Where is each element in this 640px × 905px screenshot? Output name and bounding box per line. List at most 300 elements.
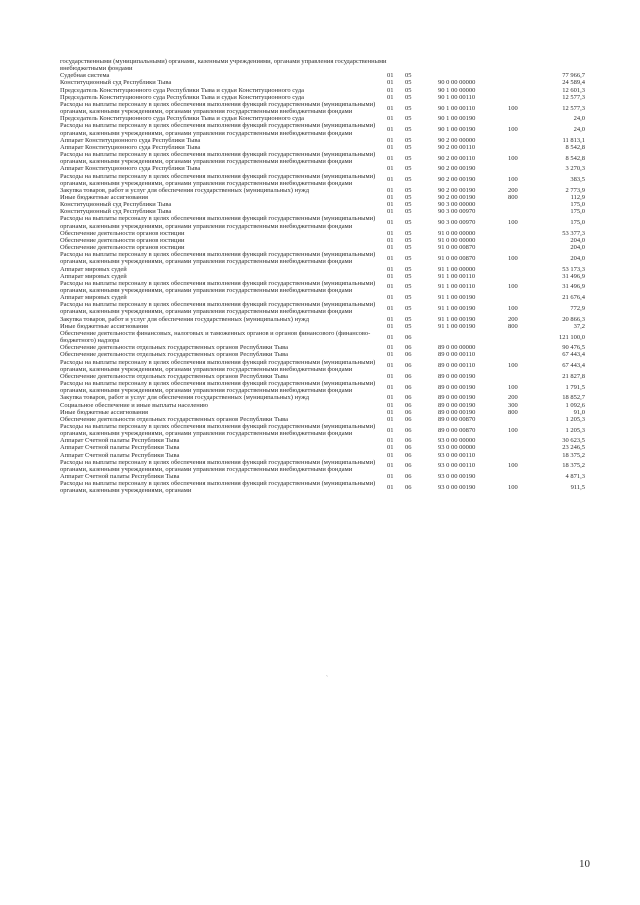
row-amount: 175,0: [570, 208, 585, 216]
row-name: Аппарат Счетной палаты Республики Тыва: [60, 444, 180, 452]
row-subsection: 06: [405, 426, 412, 434]
row-subsection: 05: [405, 79, 412, 87]
row-target-article: 90 2 00 00190: [438, 193, 476, 201]
row-name: Конституционный суд Республики Тыва: [60, 208, 172, 216]
row-name: государственными (муниципальными) органами, казенными учреждениями, органами управления государственными внебюджетными фондами: [60, 58, 387, 73]
row-section: 01: [387, 315, 394, 323]
row-subsection: 06: [405, 344, 412, 352]
row-section: 01: [387, 165, 394, 173]
table-row: [60, 122, 585, 136]
row-target-article: 91 1 00 00000: [438, 265, 476, 273]
row-expense-type: [508, 330, 545, 344]
row-expense-type: [508, 72, 545, 79]
row-target-article: 89 0 00 00110: [438, 362, 476, 370]
row-target-article: 93 0 00 00110: [438, 451, 476, 459]
row-name: Расходы на выплаты персоналу в целях обеспечения выполнения функций государственными (муниципальными) органами, казенными учреждениями, органами управления государственными внебюджетными фондами: [60, 251, 376, 266]
row-subsection: 05: [405, 125, 412, 133]
row-section: 01: [387, 201, 394, 209]
table-row: [60, 359, 585, 373]
table-row: [60, 237, 585, 244]
row-name: Обеспечение деятельности органов юстиции: [60, 229, 185, 237]
row-expense-type: 100: [508, 104, 518, 112]
row-name: Председатель Конституционного суда Республики Тыва и судьи Конституционного суда: [60, 93, 305, 101]
row-target-article: 89 0 00 00870: [438, 426, 476, 434]
row-expense-type: 200: [508, 394, 518, 402]
row-target-article: 91 0 00 00870: [438, 254, 476, 262]
row-subsection: 06: [405, 408, 412, 416]
table-row: [60, 402, 585, 409]
row-section: 01: [387, 283, 394, 291]
row-amount: 90 476,5: [562, 344, 585, 352]
row-amount: 18 852,7: [562, 394, 585, 402]
row-expense-type: 100: [508, 283, 518, 291]
row-expense-type: [508, 230, 545, 237]
row-name: Аппарат Счетной палаты Республики Тыва: [60, 451, 180, 459]
row-amount: 1 092,6: [565, 401, 585, 409]
row-name: Иные бюджетные ассигнования: [60, 322, 149, 330]
row-name: Расходы на выплаты персоналу в целях обеспечения выполнения функций государственными (муниципальными) органами, казенными учреждениями, органами управления государственными внебюджетными фондами: [60, 380, 376, 395]
row-subsection: 06: [405, 383, 412, 391]
row-amount: 18 375,2: [562, 462, 585, 470]
row-expense-type: 200: [508, 186, 518, 194]
row-name: Расходы на выплаты персоналу в целях обеспечения выполнения функций государственными (муниципальными) органами, казенными учреждениями, органами управления государственными внебюджетными фондами: [60, 122, 376, 137]
row-subsection: 05: [405, 272, 412, 280]
row-expense-type: 100: [508, 176, 518, 184]
table-row: [60, 437, 585, 444]
row-amount: 8 542,8: [565, 154, 585, 162]
row-target-article: [438, 330, 508, 344]
row-target-article: 89 0 00 00190: [438, 383, 476, 391]
row-name: Аппарат мировых судей: [60, 272, 127, 280]
row-name: Расходы на выплаты персоналу в целях обеспечения выполнения функций государственными (муниципальными) органами, казенными учреждениями, органами управления государственными внебюджетными фондами: [60, 301, 376, 316]
row-amount: 67 443,4: [562, 351, 585, 359]
table-row: [60, 194, 585, 201]
row-expense-type: [508, 344, 545, 351]
row-amount: 21 676,4: [562, 294, 585, 302]
row-expense-type: [508, 473, 545, 480]
row-amount: 24,0: [573, 115, 585, 123]
row-section: 01: [387, 473, 394, 481]
row-section: [387, 58, 405, 72]
row-amount: 67 443,4: [562, 362, 585, 370]
table-row: [60, 165, 585, 172]
row-subsection: 05: [405, 86, 412, 94]
row-section: 01: [387, 408, 394, 416]
table-row: [60, 294, 585, 301]
row-target-article: 93 0 00 00000: [438, 444, 476, 452]
table-row: [60, 316, 585, 323]
row-target-article: [438, 72, 508, 79]
row-name: Расходы на выплаты персоналу в целях обеспечения выполнения функций государственными (муниципальными) органами, казенными учреждениями, органами управления государственными внебюджетными фондами: [60, 151, 376, 166]
row-section: 01: [387, 344, 394, 352]
row-section: 01: [387, 462, 394, 470]
row-subsection: 05: [405, 244, 412, 252]
row-section: 01: [387, 143, 394, 151]
row-target-article: 91 1 00 00110: [438, 283, 476, 291]
row-expense-type: [508, 115, 545, 122]
row-name: Конституционный суд Республики Тыва: [60, 79, 172, 87]
row-subsection: 05: [405, 104, 412, 112]
row-subsection: 05: [405, 219, 412, 227]
row-amount: 383,5: [570, 176, 585, 184]
row-subsection: [405, 58, 438, 72]
row-section: 01: [387, 304, 394, 312]
row-target-article: 89 0 00 00190: [438, 394, 476, 402]
row-name: Расходы на выплаты персоналу в целях обеспечения выполнения функций государственными (муниципальными) органами, казенными учреждениями, органами управления государственными внебюджетными фондами: [60, 279, 376, 294]
row-section: 01: [387, 79, 394, 87]
row-amount: 772,9: [570, 304, 585, 312]
row-section: 01: [387, 394, 394, 402]
row-section: 01: [387, 186, 394, 194]
table-row: [60, 280, 585, 294]
table-row: [60, 416, 585, 423]
row-expense-type: [508, 237, 545, 244]
row-subsection: 05: [405, 93, 412, 101]
row-amount: 204,0: [570, 236, 585, 244]
row-section: 01: [387, 444, 394, 452]
row-expense-type: 800: [508, 322, 518, 330]
row-expense-type: [508, 266, 545, 273]
row-amount: 175,0: [570, 219, 585, 227]
row-subsection: 05: [405, 236, 412, 244]
row-expense-type: 100: [508, 219, 518, 227]
row-name: Обеспечение деятельности отдельных государственных органов Республики Тыва: [60, 351, 288, 359]
row-target-article: 90 3 00 00970: [438, 219, 476, 227]
table-row: [60, 215, 585, 229]
row-section: 01: [387, 104, 394, 112]
row-amount: 21 827,8: [562, 372, 585, 380]
row-subsection: 05: [405, 115, 412, 123]
row-amount: 53 377,3: [562, 229, 585, 237]
row-name: Аппарат Конституционного суда Республики Тыва: [60, 136, 201, 144]
row-expense-type: 100: [508, 383, 518, 391]
row-name: Социальное обеспечение и иные выплаты населению: [60, 401, 209, 409]
row-subsection: 06: [405, 462, 412, 470]
row-target-article: 90 1 00 00000: [438, 86, 476, 94]
row-subsection: 05: [405, 208, 412, 216]
row-name: Закупка товаров, работ и услуг для обеспечения государственных (муниципальных) нужд: [60, 394, 310, 402]
row-name: Аппарат мировых судей: [60, 265, 127, 273]
row-target-article: 90 1 00 00190: [438, 115, 476, 123]
row-amount: 37,2: [573, 322, 585, 330]
table-row: [60, 480, 585, 494]
budget-table-body: [60, 58, 585, 495]
row-expense-type: [508, 165, 545, 172]
table-row: [60, 201, 585, 208]
row-name: Аппарат Счетной палаты Республики Тыва: [60, 473, 180, 481]
row-amount: 31 496,9: [562, 283, 585, 291]
row-expense-type: 100: [508, 254, 518, 262]
row-subsection: 06: [405, 444, 412, 452]
row-section: 01: [387, 362, 394, 370]
row-expense-type: 100: [508, 362, 518, 370]
table-row: [60, 72, 585, 79]
table-row: [60, 58, 585, 72]
table-row: [60, 444, 585, 451]
row-section: 01: [387, 437, 394, 445]
row-section: 01: [387, 176, 394, 184]
table-row: [60, 473, 585, 480]
row-subsection: 05: [405, 201, 412, 209]
row-amount: 12 601,3: [562, 86, 585, 94]
row-amount: 204,0: [570, 244, 585, 252]
row-target-article: 90 1 00 00190: [438, 125, 476, 133]
row-target-article: 90 0 00 00000: [438, 79, 476, 87]
row-section: 01: [387, 236, 394, 244]
row-target-article: 93 0 00 00110: [438, 462, 476, 470]
row-subsection: 05: [405, 322, 412, 330]
row-section: 01: [387, 193, 394, 201]
row-section: 01: [387, 115, 394, 123]
row-name: Обеспечение деятельности отдельных государственных органов Республики Тыва: [60, 372, 288, 380]
row-subsection: 05: [405, 154, 412, 162]
table-row: [60, 452, 585, 459]
row-section: 01: [387, 426, 394, 434]
table-row: [60, 151, 585, 165]
row-section: 01: [387, 219, 394, 227]
table-row: [60, 409, 585, 416]
row-section: 01: [387, 272, 394, 280]
row-section: 01: [387, 93, 394, 101]
row-target-article: 90 2 00 00190: [438, 176, 476, 184]
row-amount: 3 270,3: [565, 165, 585, 173]
row-expense-type: [508, 373, 545, 380]
row-amount: 112,9: [570, 193, 585, 201]
row-section: 01: [387, 333, 394, 341]
row-section: 01: [387, 72, 394, 80]
table-row: [60, 101, 585, 115]
row-amount: 24 589,4: [562, 79, 585, 87]
row-amount: 175,0: [570, 201, 585, 209]
row-target-article: 91 1 00 00190: [438, 315, 476, 323]
row-amount: 1 791,5: [565, 383, 585, 391]
row-name: Расходы на выплаты персоналу в целях обеспечения выполнения функций государственными (муниципальными) органами, казенными учреждениями, органами управления государственными внебюджетными фондами: [60, 215, 376, 230]
table-row: [60, 344, 585, 351]
row-subsection: 05: [405, 304, 412, 312]
row-target-article: 90 2 00 00190: [438, 186, 476, 194]
row-target-article: 90 2 00 00110: [438, 143, 476, 151]
table-row: [60, 273, 585, 280]
table-row: [60, 373, 585, 380]
row-name: Обеспечение деятельности финансовых, налоговых и таможенных органов и органов финансового (финансово-бюджетного) надзора: [60, 329, 371, 345]
row-section: 01: [387, 483, 394, 491]
row-name: Иные бюджетные ассигнования: [60, 193, 149, 201]
row-name: Аппарат Конституционного суда Республики Тыва: [60, 143, 201, 151]
row-section: 01: [387, 415, 394, 423]
row-target-article: 90 2 00 00190: [438, 165, 476, 173]
row-amount: 23 246,5: [562, 444, 585, 452]
row-target-article: 90 3 00 00970: [438, 208, 476, 216]
row-section: 01: [387, 401, 394, 409]
row-name: Расходы на выплаты персоналу в целях обеспечения выполнения функций государственными (муниципальными) органами, казенными учреждениями, органами управления государственными внебюджетными фондами: [60, 358, 376, 373]
row-name: Председатель Конституционного суда Республики Тыва и судьи Конституционного суда: [60, 115, 305, 123]
row-target-article: 91 1 00 00190: [438, 322, 476, 330]
row-expense-type: [508, 87, 545, 94]
row-amount: 12 577,3: [562, 93, 585, 101]
row-section: 01: [387, 86, 394, 94]
row-subsection: 06: [405, 362, 412, 370]
row-target-article: 93 0 00 00190: [438, 473, 476, 481]
table-row: [60, 394, 585, 401]
row-target-article: 89 0 00 00870: [438, 415, 476, 423]
row-subsection: 05: [405, 283, 412, 291]
row-name: Расходы на выплаты персоналу в целях обеспечения выполнения функций государственными (муниципальными) органами, казенными учреждениями, органами управления государственными внебюджетными фондами: [60, 100, 376, 116]
row-subsection: 05: [405, 136, 412, 144]
row-expense-type: [508, 208, 545, 215]
row-target-article: 89 0 00 00190: [438, 372, 476, 380]
row-expense-type: [508, 444, 545, 451]
row-target-article: 91 0 00 00000: [438, 229, 476, 237]
row-subsection: 05: [405, 165, 412, 173]
table-row: [60, 423, 585, 437]
row-subsection: 06: [405, 394, 412, 402]
row-target-article: 90 1 00 00110: [438, 93, 476, 101]
row-amount: 12 577,3: [562, 104, 585, 112]
table-row: [60, 173, 585, 187]
table-row: [60, 244, 585, 251]
row-name: Председатель Конституционного суда Республики Тыва и судьи Конституционного суда: [60, 86, 305, 94]
table-row: [60, 87, 585, 94]
table-row: [60, 208, 585, 215]
row-name: Судебная система: [60, 72, 110, 80]
table-row: [60, 79, 585, 86]
row-expense-type: 100: [508, 462, 518, 470]
row-section: 01: [387, 265, 394, 273]
row-name: Конституционный суд Республики Тыва: [60, 201, 172, 209]
row-subsection: 06: [405, 451, 412, 459]
row-target-article: 93 0 00 00000: [438, 437, 476, 445]
row-target-article: 91 0 00 00870: [438, 244, 476, 252]
row-expense-type: [508, 452, 545, 459]
row-subsection: 05: [405, 176, 412, 184]
row-name: Расходы на выплаты персоналу в целях обеспечения выполнения функций государственными (муниципальными) органами, казенными учреждениями, органами управления государственными внебюджетными фондами: [60, 422, 376, 438]
row-expense-type: 100: [508, 125, 518, 133]
row-subsection: 05: [405, 193, 412, 201]
row-section: 01: [387, 229, 394, 237]
row-section: 01: [387, 154, 394, 162]
row-target-article: 89 0 00 00190: [438, 408, 476, 416]
row-target-article: 91 1 00 00190: [438, 294, 476, 302]
row-subsection: 05: [405, 294, 412, 302]
row-target-article: 91 1 00 00190: [438, 304, 476, 312]
row-expense-type: [508, 58, 545, 72]
row-name: Аппарат Счетной палаты Республики Тыва: [60, 437, 180, 445]
row-expense-type: 200: [508, 315, 518, 323]
row-expense-type: [508, 137, 545, 144]
table-row: [60, 323, 585, 330]
row-target-article: 90 3 00 00000: [438, 201, 476, 209]
row-expense-type: 100: [508, 304, 518, 312]
row-name: Закупка товаров, работ и услуг для обеспечения государственных (муниципальных) нужд: [60, 315, 310, 323]
table-row: [60, 144, 585, 151]
table-row: [60, 266, 585, 273]
row-subsection: 05: [405, 143, 412, 151]
row-expense-type: [508, 351, 545, 358]
row-expense-type: [508, 94, 545, 101]
page-number: 10: [579, 858, 590, 870]
row-expense-type: 800: [508, 408, 518, 416]
row-amount: 1 205,3: [565, 415, 585, 423]
row-expense-type: 100: [508, 426, 518, 434]
row-name: Обеспечение деятельности органов юстиции: [60, 244, 185, 252]
table-row: [60, 351, 585, 358]
table-row: [60, 330, 585, 344]
row-name: Закупка товаров, работ и услуг для обеспечения государственных (муниципальных) нужд: [60, 186, 310, 194]
row-section: 01: [387, 208, 394, 216]
row-expense-type: [508, 79, 545, 86]
row-name: Расходы на выплаты персоналу в целях обеспечения выполнения функций государственными (муниципальными) органами, казенными учреждениями, органами: [60, 480, 376, 495]
row-name: Обеспечение деятельности отдельных государственных органов Республики Тыва: [60, 344, 288, 352]
row-amount: 8 542,8: [565, 143, 585, 151]
row-expense-type: [508, 294, 545, 301]
row-amount: 911,5: [570, 483, 585, 491]
row-name: Аппарат мировых судей: [60, 294, 127, 302]
row-section: 01: [387, 125, 394, 133]
row-expense-type: 100: [508, 154, 518, 162]
row-expense-type: [508, 244, 545, 251]
table-row: [60, 187, 585, 194]
row-amount: 30 623,5: [562, 437, 585, 445]
row-name: Обеспечение деятельности органов юстиции: [60, 236, 185, 244]
row-section: 01: [387, 383, 394, 391]
row-section: 01: [387, 351, 394, 359]
row-expense-type: 800: [508, 193, 518, 201]
row-amount: 24,0: [573, 125, 585, 133]
table-row: [60, 230, 585, 237]
table-row: [60, 301, 585, 315]
row-target-article: [438, 58, 508, 72]
row-amount: 204,0: [570, 254, 585, 262]
row-amount: [545, 58, 585, 72]
row-section: 01: [387, 322, 394, 330]
table-row: [60, 137, 585, 144]
row-target-article: 89 0 00 00190: [438, 401, 476, 409]
row-subsection: 06: [405, 415, 412, 423]
row-subsection: 06: [405, 401, 412, 409]
table-row: [60, 251, 585, 265]
row-section: 01: [387, 372, 394, 380]
row-subsection: 05: [405, 315, 412, 323]
table-row: [60, 380, 585, 394]
row-name: Обеспечение деятельности отдельных государственных органов Республики Тыва: [60, 415, 288, 423]
row-amount: 77 966,7: [562, 72, 585, 80]
row-amount: 121 100,0: [559, 333, 585, 341]
row-name: Аппарат Конституционного суда Республики Тыва: [60, 165, 201, 173]
row-expense-type: [508, 273, 545, 280]
table-row: [60, 94, 585, 101]
row-target-article: 89 0 00 00000: [438, 344, 476, 352]
table-row: [60, 459, 585, 473]
row-section: 01: [387, 451, 394, 459]
row-subsection: 06: [405, 333, 412, 341]
row-subsection: 05: [405, 72, 412, 80]
row-target-article: 93 0 00 00190: [438, 483, 476, 491]
row-amount: 20 866,3: [562, 315, 585, 323]
row-amount: 53 173,3: [562, 265, 585, 273]
row-name: Иные бюджетные ассигнования: [60, 408, 149, 416]
row-expense-type: [508, 144, 545, 151]
row-section: 01: [387, 136, 394, 144]
row-name: Расходы на выплаты персоналу в целях обеспечения выполнения функций государственными (муниципальными) органами, казенными учреждениями, органами управления государственными внебюджетными фондами: [60, 172, 376, 187]
row-subsection: 06: [405, 437, 412, 445]
row-subsection: 05: [405, 254, 412, 262]
row-amount: 2 773,9: [565, 186, 585, 194]
row-expense-type: 300: [508, 401, 518, 409]
row-expense-type: [508, 437, 545, 444]
row-name: Расходы на выплаты персоналу в целях обеспечения выполнения функций государственными (муниципальными) органами, казенными учреждениями, органами управления государственными внебюджетными фондами: [60, 458, 376, 473]
row-amount: 18 375,2: [562, 451, 585, 459]
row-target-article: 89 0 00 00110: [438, 351, 476, 359]
